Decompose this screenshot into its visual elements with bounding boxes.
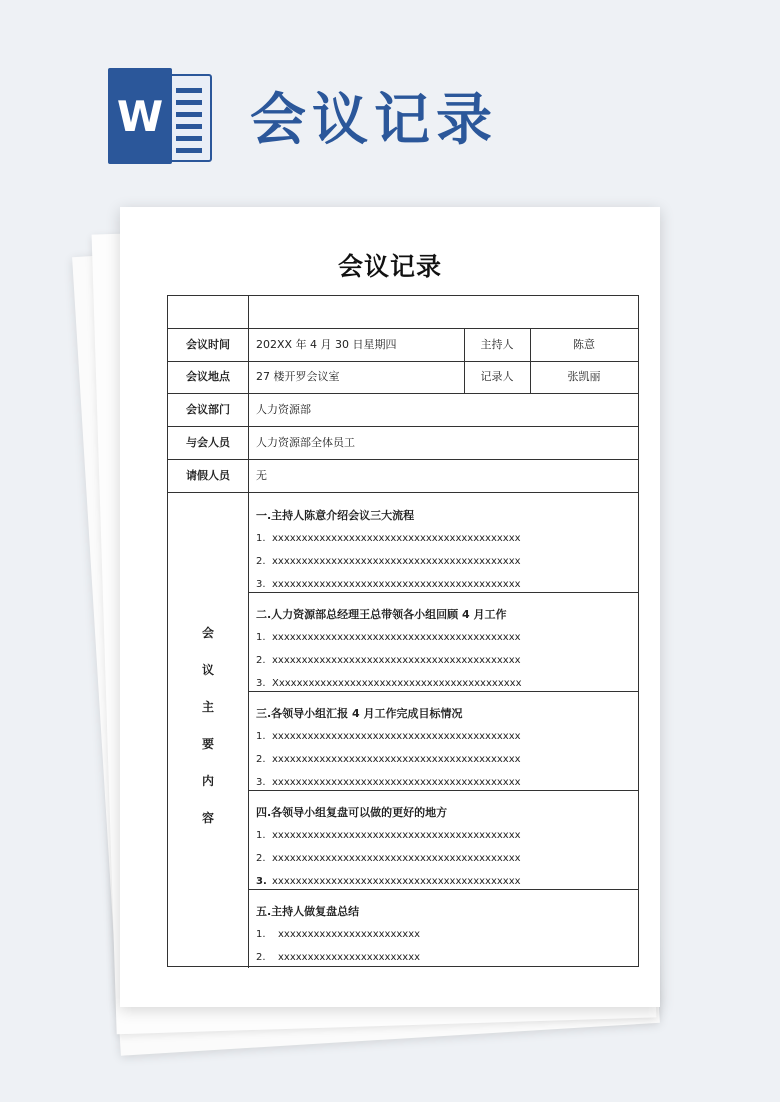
agenda-item-text: xxxxxxxxxxxxxxxxxxxxxxxxxxxxxxxxxxxxxxxxxx	[272, 754, 521, 765]
main-content-char: 要	[201, 737, 214, 751]
agenda-item-text: Xxxxxxxxxxxxxxxxxxxxxxxxxxxxxxxxxxxxxxxxxx	[272, 678, 522, 689]
agenda-section-title: 一.主持人陈意介绍会议三大流程	[256, 509, 415, 522]
agenda-item-number: 2.	[256, 952, 266, 963]
agenda-item-number: 3.	[256, 678, 266, 689]
document-title: 会议记录	[337, 252, 442, 281]
agenda-item	[256, 532, 521, 546]
agenda-item-number: 3.	[256, 777, 266, 788]
agenda-item-number: 3.	[256, 579, 266, 590]
agenda-item-text: xxxxxxxxxxxxxxxxxxxxxxxxxxxxxxxxxxxxxxxxxx	[272, 632, 521, 643]
meeting-time-value: 202XX 年 4 月 30 日星期四	[256, 338, 397, 351]
main-content-char: 容	[201, 811, 214, 825]
agenda-item-number: 2.	[256, 754, 266, 765]
agenda-item-number: 1.	[256, 533, 266, 544]
agenda-item-text: xxxxxxxxxxxxxxxxxxxxxxxx	[278, 929, 421, 940]
meeting-dept-label: 会议部门	[186, 403, 230, 416]
attendees-value: 人力资源部全体员工	[256, 436, 355, 449]
agenda-item-text: xxxxxxxxxxxxxxxxxxxxxxxxxxxxxxxxxxxxxxxxxx	[272, 579, 521, 590]
main-content-char: 主	[201, 700, 214, 714]
agenda-section-title: 四.各领导小组复盘可以做的更好的地方	[256, 806, 448, 819]
main-content-label	[168, 624, 248, 846]
agenda-item-text: xxxxxxxxxxxxxxxxxxxxxxxxxxxxxxxxxxxxxxxxxx	[272, 556, 521, 567]
agenda-item	[256, 829, 521, 843]
agenda-item-number: 1.	[256, 731, 266, 742]
agenda-item-text: xxxxxxxxxxxxxxxxxxxxxxxxxxxxxxxxxxxxxxxxxx	[272, 533, 521, 544]
agenda-section-title: 三.各领导小组汇报 4 月工作完成目标情况	[256, 707, 463, 720]
main-content-char: 会	[201, 626, 214, 640]
host-value: 陈意	[573, 338, 595, 351]
word-logo-icon	[108, 68, 210, 164]
recorder-label: 记录人	[480, 370, 514, 383]
absent-value: 无	[256, 469, 267, 482]
agenda-item	[256, 951, 420, 965]
agenda-item	[256, 730, 521, 744]
main-content-char: 议	[201, 663, 214, 677]
host-label: 主持人	[480, 338, 514, 351]
meeting-table	[167, 295, 639, 967]
agenda-item	[256, 555, 521, 569]
attendees-label: 与会人员	[186, 436, 230, 449]
absent-label: 请假人员	[186, 469, 230, 482]
meeting-dept-value: 人力资源部	[256, 403, 311, 416]
document-page	[120, 207, 660, 1007]
agenda-section-title: 二.人力资源部总经理王总带领各小组回顾 4 月工作	[256, 608, 507, 621]
agenda-item-text: xxxxxxxxxxxxxxxxxxxxxxxxxxxxxxxxxxxxxxxxxx	[272, 731, 521, 742]
agenda-item-text: xxxxxxxxxxxxxxxxxxxxxxxxxxxxxxxxxxxxxxxxxx	[272, 655, 521, 666]
word-logo-letter: W	[108, 68, 172, 164]
agenda-item-text: xxxxxxxxxxxxxxxxxxxxxxxxxxxxxxxxxxxxxxxxxx	[272, 830, 521, 841]
agenda-item-text: xxxxxxxxxxxxxxxxxxxxxxxxxxxxxxxxxxxxxxxxxx	[272, 777, 521, 788]
agenda-item-text: xxxxxxxxxxxxxxxxxxxxxxxx	[278, 952, 421, 963]
agenda-item-text: xxxxxxxxxxxxxxxxxxxxxxxxxxxxxxxxxxxxxxxxxx	[272, 876, 521, 887]
agenda-item	[256, 631, 521, 645]
meeting-time-label: 会议时间	[186, 338, 230, 351]
meeting-place-label: 会议地点	[186, 370, 230, 383]
agenda-item-number: 1.	[256, 830, 266, 841]
main-content-char: 内	[201, 774, 214, 788]
recorder-value: 张凯丽	[567, 370, 601, 383]
agenda-item	[256, 928, 420, 942]
agenda-item	[256, 776, 521, 790]
agenda-item	[256, 654, 521, 668]
agenda-item-number: 2.	[256, 853, 266, 864]
page-title: 会议记录	[250, 88, 498, 153]
meeting-place-value: 27 楼开罗会议室	[256, 370, 340, 383]
agenda-item-number: 2.	[256, 556, 266, 567]
agenda-item	[256, 578, 521, 592]
agenda-item-number: 2.	[256, 655, 266, 666]
agenda-item-text: xxxxxxxxxxxxxxxxxxxxxxxxxxxxxxxxxxxxxxxxxx	[272, 853, 521, 864]
agenda-item-number: 1.	[256, 929, 266, 940]
agenda-item-number: 3.	[256, 876, 267, 887]
agenda-item	[256, 875, 521, 889]
agenda-item	[256, 753, 521, 767]
agenda-item	[256, 677, 522, 691]
agenda-item	[256, 852, 521, 866]
page-header	[108, 68, 498, 164]
agenda-item-number: 1.	[256, 632, 266, 643]
agenda-section-title: 五.主持人做复盘总结	[256, 905, 360, 918]
